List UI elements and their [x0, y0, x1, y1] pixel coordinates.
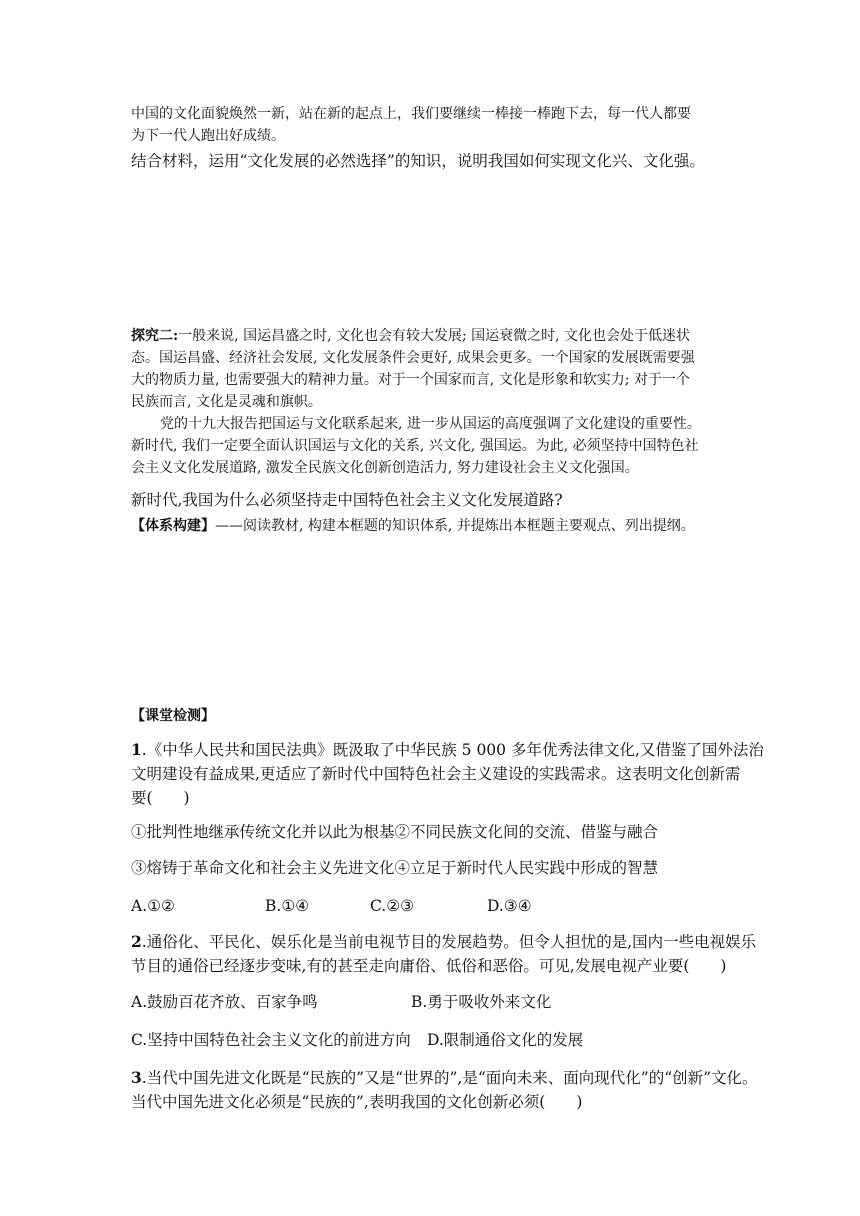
inquiry2-p1-line1: 一般来说, 国运昌盛之时, 文化也会有较大发展; 国运衰微之时, 文化也会处于低迷状	[178, 328, 691, 344]
inquiry2-line-1	[131, 326, 690, 346]
inquiry2-label: 探究二:	[131, 328, 179, 344]
q2-option-b: B.勇于吸收外来文化	[411, 993, 552, 1011]
material-line-1: 中国的文化面貌焕然一新，站在新的起点上，我们要继续一棒接一棒跑下去，每一代人都要	[131, 106, 691, 122]
inquiry2-p2-line2: 新时代, 我们一定要全面认识国运与文化的关系, 兴文化, 强国运。为此, 必须坚持中国特色社	[131, 438, 699, 454]
q1-line-1	[131, 740, 764, 760]
q1-stem-1: .《中华人民共和国民法典》既汲取了中华民族 5 000 多年优秀法律文化,又借鉴了国外法治	[141, 741, 764, 759]
inquiry2-p1-line3: 大的物质力量, 也需要强大的精神力量。对于一个国家而言, 文化是形象和软实力; 对于一个	[131, 372, 690, 388]
system-construction	[131, 516, 695, 536]
inquiry2-p2-line3: 会主义文化发展道路, 激发全民族文化创新创造活力, 努力建设社会主义文化强国。	[131, 460, 639, 476]
q1-statements-2: ③熔铸于革命文化和社会主义先进文化④立足于新时代人民实践中形成的智慧	[131, 859, 659, 877]
q1-number: 1	[131, 740, 142, 759]
q1-option-d: D.③④	[487, 897, 532, 915]
q1-option-a: A.①②	[131, 897, 175, 915]
q1-statements-1: ①批判性地继承传统文化并以此为根基②不同民族文化间的交流、借鉴与融合	[131, 823, 659, 841]
material-line-2: 为下一代人跑出好成绩。	[131, 128, 285, 144]
q3-number: 3	[131, 1068, 142, 1087]
q2-number: 2	[131, 932, 142, 951]
q2-line-1	[131, 932, 756, 952]
q2-option-a: A.鼓励百花齐放、百家争鸣	[131, 993, 318, 1011]
q1-option-b: B.①④	[265, 897, 310, 915]
q1-line-2: 文明建设有益成果,更适应了新时代中国特色社会主义建设的实践需求。这表明文化创新需	[131, 765, 741, 783]
check-heading: 【课堂检测】	[131, 708, 215, 724]
q1-option-c: C.②③	[370, 897, 415, 915]
system-text: ——阅读教材, 构建本框题的知识体系, 并提炼出本框题主要观点、列出提纲。	[215, 518, 695, 534]
q2-option-d: D.限制通俗文化的发展	[427, 1031, 584, 1049]
q1-line-3: 要( )	[131, 789, 190, 807]
inquiry2-question: 新时代,我国为什么必须坚持走中国特色社会主义文化发展道路?	[131, 491, 563, 509]
q2-option-c: C.坚持中国特色社会主义文化的前进方向	[131, 1031, 411, 1049]
q3-line-1	[131, 1068, 758, 1088]
q2-line-2: 节目的通俗已经逐步变味,有的甚至走向庸俗、低俗和恶俗。可见,发展电视产业要( )	[131, 957, 727, 975]
inquiry2-p1-line4: 民族而言, 文化是灵魂和旗帜。	[131, 394, 322, 410]
system-label: 【体系构建】	[131, 518, 215, 534]
q3-stem-1: .当代中国先进文化既是“民族的”又是“世界的”,是“面向未来、面向现代化”的“创新”文化。	[141, 1069, 758, 1087]
q3-line-2: 当代中国先进文化必须是“民族的”,表明我国的文化创新必须( )	[131, 1093, 583, 1111]
inquiry2-p1-line2: 态。国运昌盛、经济社会发展, 文化发展条件会更好, 成果会更多。一个国家的发展既需要强	[131, 350, 695, 366]
inquiry2-p2-line1: 党的十九大报告把国运与文化联系起来, 进一步从国运的高度强调了文化建设的重要性。	[160, 416, 701, 432]
q2-stem-1: .通俗化、平民化、娱乐化是当前电视节目的发展趋势。但令人担忧的是,国内一些电视娱乐	[141, 933, 757, 951]
material-question: 结合材料，运用“文化发展的必然选择”的知识，说明我国如何实现文化兴、文化强。	[131, 152, 705, 170]
